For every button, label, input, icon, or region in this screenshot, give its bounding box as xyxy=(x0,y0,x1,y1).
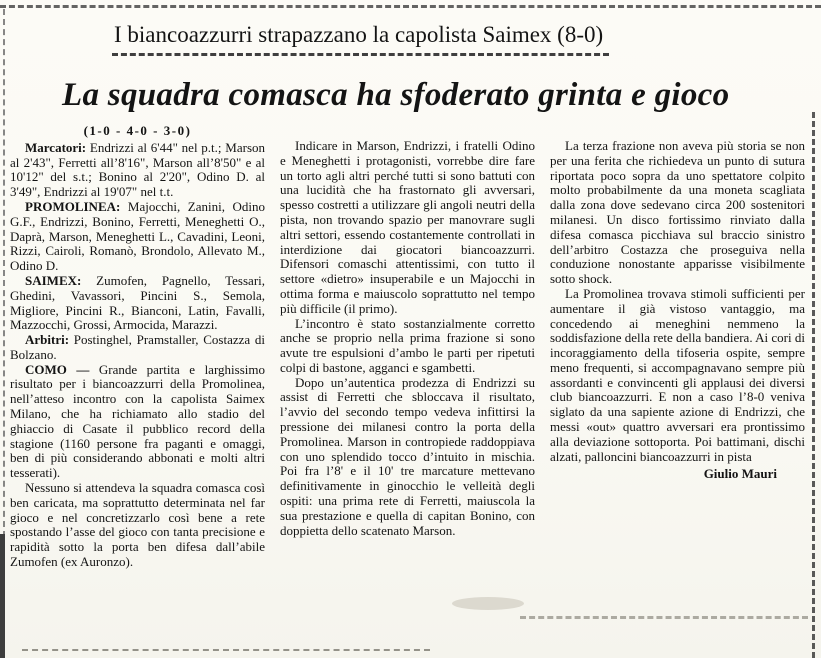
author-byline: Giulio Mauri xyxy=(703,466,777,482)
paragraph-incontro-corretto: L’incontro è stato sostanzialmente corretto anche se proprio nella prima frazione si sono avute tre espulsioni d’ambo le parti per ripetuti colpi di bastone, agganci e sgambetti. xyxy=(280,315,535,375)
torn-edge-top xyxy=(0,5,821,8)
paragraph-finale: La Promolinea trovava stimoli sufficienti per aumentare il già vistoso vantaggio, ma concedendo ai meneghini nemmeno la soddisfazione della rete della bandiera. Ai cori di incoraggiamento della tifoseria ospite, sempre meno frequenti, si accompagnavano sempre più assordanti e convincenti gli applausi dei diversi club biancoazzurri. E non a caso l’8-0 veniva siglato da una sapiente azione di Endrizzi, che messi «out» quattro avversari era prontissimo alla deviazione sottoporta. Poi battimani, dischi alzati, palloncini biancoazzurri in pista xyxy=(550,285,805,464)
paragraph-marcatori xyxy=(10,141,265,200)
paragraph-lead: Marcatori: xyxy=(25,139,87,155)
article-body xyxy=(10,124,805,570)
paragraph-como-dateline xyxy=(10,363,265,481)
paragraph-lead: COMO — xyxy=(25,361,90,377)
column-1 xyxy=(10,124,265,570)
column-3 xyxy=(550,124,805,570)
column-2 xyxy=(280,124,535,570)
paragraph-text: Postinghel, Pramstaller, Costazza di Bolzano. xyxy=(10,332,265,362)
paragraph-secondo-tempo: Dopo un’autentica prodezza di Endrizzi su assist di Ferretti che sbloccava il risultato, l’avvio del secondo tempo vedeva infittirsi la pressione dei milanesi contro la porta della Promolinea. Marson in contropiede raddoppiava con uno splendido tocco d’intuito in mischia. Poi fra l’8' e il 10' tre marcature mettevano definitivamente in ginocchio le velleità degli ospiti: una prima rete di Ferretti, maiuscola la sua prestazione e quella di capitan Bonino, con doppietta dello scatenato Marson. xyxy=(280,374,535,538)
paragraph-protagonisti: Indicare in Marson, Endrizzi, i fratelli Odino e Meneghetti i protagonisti, vorrebbe dire fare un torto agli altri perché tutti si sono battuti con una lucidità che ha frastornato gli avversari, spesso costretti a utilizzare gli angoli neutri della pista, non trovando spazio per manovrare sugli altri settori, essendo costantemente controllati in interdizione dai giocatori biancoazzurri. Difensori comaschi attentissimi, con tutto il settore «dietro» insuperabile e un Majocchi in ottima forma e maiuscolo soprattutto nel tempo più difficile (il primo). xyxy=(280,137,535,316)
paragraph-arbitri xyxy=(10,333,265,363)
paragraph-text: Zumofen, Pagnello, Tessari, Ghedini, Vavassori, Pincini S., Semola, Migliore, Pincini R., Bianconi, Latin, Favalli, Mazzocchi, Grossi, Armocida, Marazzi. xyxy=(10,272,266,333)
paragraph-lead: SAIMEX: xyxy=(25,272,82,288)
paragraph-saimex-roster xyxy=(10,274,265,333)
torn-edge-right xyxy=(812,112,815,658)
paragraph-lead: PROMOLINEA: xyxy=(25,198,121,214)
torn-edge-left xyxy=(3,9,5,537)
paragraph-text: Endrizzi al 6'44" nel p.t.; Marson al 2'43", Ferretti all’8'16", Marson all’8'50" e al 10'12" del s.t.; Bonino al 2'20", Odino D. al 3'49", Endrizzi al 19'07" nel t.t. xyxy=(10,139,265,200)
paragraph-text: Majocchi, Zanini, Odino G.F., Endrizzi, Bonino, Ferretti, Meneghetti O., Daprà, Marson, Meneghetti L., Cavadini, Leoni, Rizzi, Cairoli, Romanò, Brondolo, Allevato M., Odino D. xyxy=(10,198,266,274)
paragraph-nessuno: Nessuno si attendeva la squadra comasca così ben caricata, ma soprattutto determinata nel far gioco e nel concretizzarlo così bene a rete spostando l’asse del gioco con tanta precisione e rapidità sotto la porta ben difesa dall’abile Zumofen (ex Auronzo). xyxy=(10,480,265,570)
paper-smudge xyxy=(452,597,524,610)
paragraph-lead: Arbitri: xyxy=(25,332,70,348)
torn-edge-left-dark xyxy=(0,534,5,658)
main-headline: La squadra comasca ha sfoderato grinta e gioco xyxy=(62,77,730,114)
torn-edge-bottom-right xyxy=(520,616,808,619)
paragraph-promolinea-roster xyxy=(10,200,265,274)
paragraph-terza-frazione: La terza frazione non aveva più storia se non per una ferita che richiedeva un punto di sutura riportata poco sopra da uno spettatore colpito molto probabilmente da una moneta scagliata dalla zona dove sedevano circa 200 sostenitori milanesi. Un disco fortissimo rinviato dalla difesa comasca picchiava sul braccio sinistro dell’arbitro Costazza che proseguiva nella conduzione nonostante apparisse visibilmente sotto shock. xyxy=(550,137,805,287)
score-line: (1-0 - 4-0 - 3-0) xyxy=(83,122,192,138)
kicker-headline: I biancoazzurri strapazzano la capolista Saimex (8-0) xyxy=(112,22,609,56)
paragraph-text: Grande partita e larghissimo risultato per i biancoazzurri della Promolinea, nell’atteso incontro con la capolista Saimex Milano, che ha richiamato allo stadio del ghiaccio di Casate il pubblico record della stagione (1160 persone fra paganti e omaggi, ben di più considerando abbonati e molti altri tesserati). xyxy=(10,361,265,481)
torn-edge-bottom-left xyxy=(22,649,430,651)
